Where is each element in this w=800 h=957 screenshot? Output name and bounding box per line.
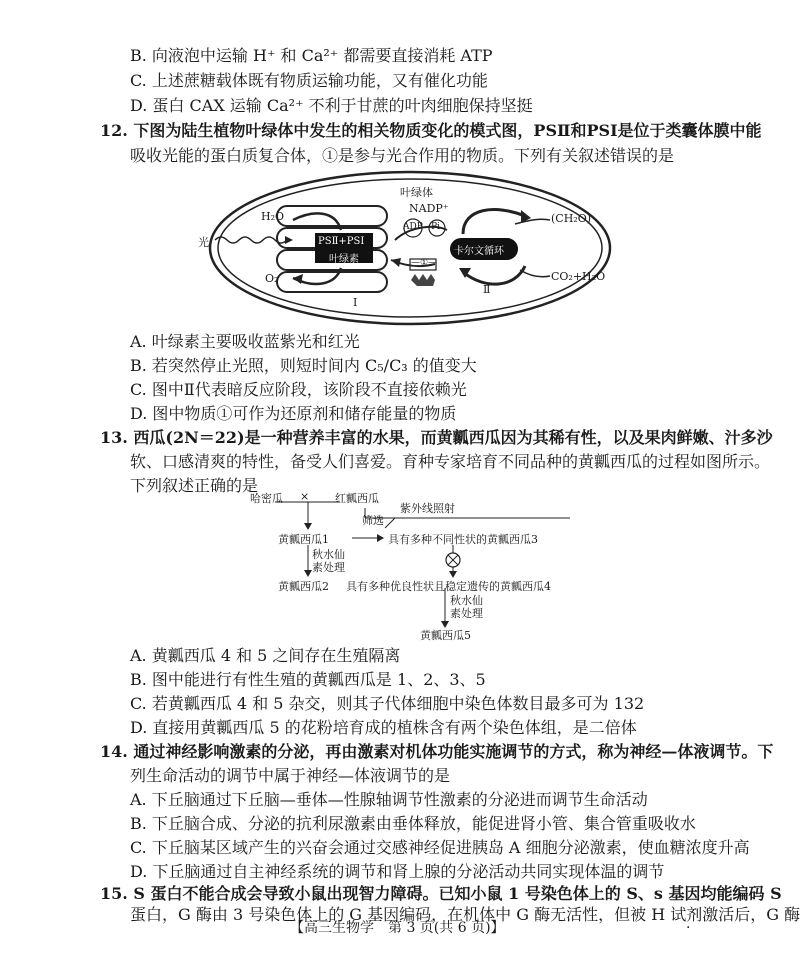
- q14-stem-line2: 列生命活动的调节中属于神经—体液调节的是: [130, 766, 451, 785]
- region-1-label: Ⅰ: [353, 296, 358, 309]
- yellow-watermelon-5: 黄瓤西瓜5: [420, 629, 471, 642]
- q13-stem-line1: 13. 西瓜(2N＝22)是一种营养丰富的水果，而黄瓤西瓜因为其稀有性，以及果肉鲜嫩、汁多沙: [100, 428, 773, 447]
- cross-symbol: ×: [300, 490, 310, 503]
- q15-stem-line2: 蛋白，G 酶由 3 号染色体上的 G 基因编码，在机体中 G 酶无活性，但被 H 试剂激活后，G 酶: [130, 905, 800, 924]
- pi-label: Pi: [431, 222, 440, 232]
- q12-stem-line1: 12. 下图为陆生植物叶绿体中发生的相关物质变化的模式图，PSⅡ和PSⅠ是位于类囊体膜中能: [100, 121, 762, 140]
- q11-option-b: B. 向液泡中运输 H⁺ 和 Ca²⁺ 都需要直接消耗 ATP: [130, 46, 493, 65]
- q14-option-a: A. 下丘脑通过下丘脑—垂体—性腺轴调节性激素的分泌进而调节生命活动: [130, 790, 648, 809]
- ps-label: PSⅡ+PSⅠ: [318, 236, 365, 247]
- hami-melon-label: 哈密瓜: [250, 492, 283, 505]
- substance-1-label: —①—: [411, 258, 438, 268]
- colchicine-2-line2: 素处理: [450, 607, 483, 620]
- q12-option-a: A. 叶绿素主要吸收蓝紫光和红光: [130, 332, 360, 351]
- q15-stem-line1: 15. S 蛋白不能合成会导致小鼠出现智力障碍。已知小鼠 1 号染色体上的 S、s 基因均能编码 S: [100, 884, 782, 903]
- q13-option-d: D. 直接用黄瓤西瓜 5 的花粉培育成的植株含有两个染色体组，是二倍体: [130, 718, 637, 737]
- colchicine-1-line2: 素处理: [312, 561, 345, 574]
- q14-option-d: D. 下丘脑通过自主神经系统的调节和肾上腺的分泌活动共同实现体温的调节: [130, 862, 665, 881]
- region-2-label: Ⅱ: [483, 283, 491, 296]
- q12-option-b: B. 若突然停止光照，则短时间内 C₅/C₃ 的值变大: [130, 356, 477, 375]
- co2-arrow: [520, 270, 550, 277]
- yellow-watermelon-1: 黄瓤西瓜1: [278, 533, 329, 546]
- q11-option-c: C. 上述蔗糖载体既有物质运输功能，又有催化功能: [130, 71, 488, 90]
- ch2o-arrow: [515, 219, 550, 224]
- light-arrowhead: [285, 236, 293, 244]
- q12-stem-line2: 吸收光能的蛋白质复合体，①是参与光合作用的物质。下列有关叙述错误的是: [130, 146, 675, 165]
- enzyme-blob-icon: [411, 274, 435, 286]
- arrow-yellow3: [377, 534, 384, 542]
- q12-option-c: C. 图中Ⅱ代表暗反应阶段，该阶段不直接依赖光: [130, 380, 467, 399]
- q14-stem-line1: 14. 通过神经影响激素的分泌，再由激素对机体功能实施调节的方式，称为神经—体液调节。下: [100, 742, 774, 761]
- co2-h2o-label: CO₂+H₂O: [551, 270, 606, 283]
- corner-mark: ·: [686, 920, 691, 936]
- arrow-yellow2: [304, 570, 312, 577]
- breeding-flow-diagram: [240, 488, 570, 642]
- arrow-yellow4: [449, 571, 457, 578]
- ch2o-label: (CH₂O): [551, 212, 592, 225]
- adp-label: ADP: [403, 222, 423, 232]
- yellow-watermelon-4: 具有多种优良性状且稳定遗传的黄瓤西瓜4: [346, 580, 551, 593]
- yellow-watermelon-3: 具有多种不同性状的黄瓤西瓜3: [388, 533, 538, 546]
- page-footer: 【高三生物学 第 3 页(共 6 页)】: [290, 920, 505, 936]
- nadp-label: NADP⁺: [409, 202, 449, 215]
- q13-option-b: B. 图中能进行有性生殖的黄瓤西瓜是 1、2、3、5: [130, 670, 486, 689]
- chloroplast-diagram: [195, 168, 615, 328]
- h2o-label: H₂O: [261, 210, 285, 223]
- q11-option-d: D. 蛋白 CAX 运输 Ca²⁺ 不利于甘蔗的叶肉细胞保持坚挺: [130, 96, 533, 115]
- pigment-label: 叶绿素: [329, 254, 359, 265]
- calvin-arrow-bottom: [463, 266, 525, 284]
- thylakoid-disc-4: [277, 272, 387, 292]
- select-label: 筛选: [362, 514, 384, 527]
- uv-label: 紫外线照射: [400, 502, 455, 515]
- colchicine-2-line1: 秋水仙: [450, 594, 483, 607]
- colchicine-1-line1: 秋水仙: [312, 548, 345, 561]
- o2-label: O₂: [265, 272, 279, 285]
- arrow-yellow1: [304, 523, 312, 530]
- q13-option-a: A. 黄瓤西瓜 4 和 5 之间存在生殖隔离: [130, 646, 401, 665]
- product-arrowhead: [391, 258, 401, 267]
- q13-stem-line3: 下列叙述正确的是: [130, 476, 259, 495]
- chloroplast-label: 叶绿体: [400, 186, 433, 199]
- yellow-watermelon-2: 黄瓤西瓜2: [278, 580, 329, 593]
- q12-option-d: D. 图中物质①可作为还原剂和储存能量的物质: [130, 404, 457, 423]
- calvin-arrow-top: [463, 210, 525, 234]
- calvin-cycle-label: 卡尔文循环: [454, 246, 504, 257]
- q13-option-c: C. 若黄瓤西瓜 4 和 5 杂交，则其子代体细胞中染色体数目最多可为 132: [130, 694, 645, 713]
- light-label: 光: [198, 236, 209, 249]
- q14-option-b: B. 下丘脑合成、分泌的抗利尿激素由垂体释放，能促进肾小管、集合管重吸收水: [130, 814, 696, 833]
- q14-option-c: C. 下丘脑某区域产生的兴奋会通过交感神经促进胰岛 A 细胞分泌激素，使血糖浓度升高: [130, 838, 750, 857]
- q13-stem-line2: 软、口感清爽的特性，备受人们喜爱。育种专家培育不同品种的黄瓤西瓜的过程如图所示。: [130, 452, 771, 471]
- red-watermelon-label: 红瓤西瓜: [335, 492, 379, 505]
